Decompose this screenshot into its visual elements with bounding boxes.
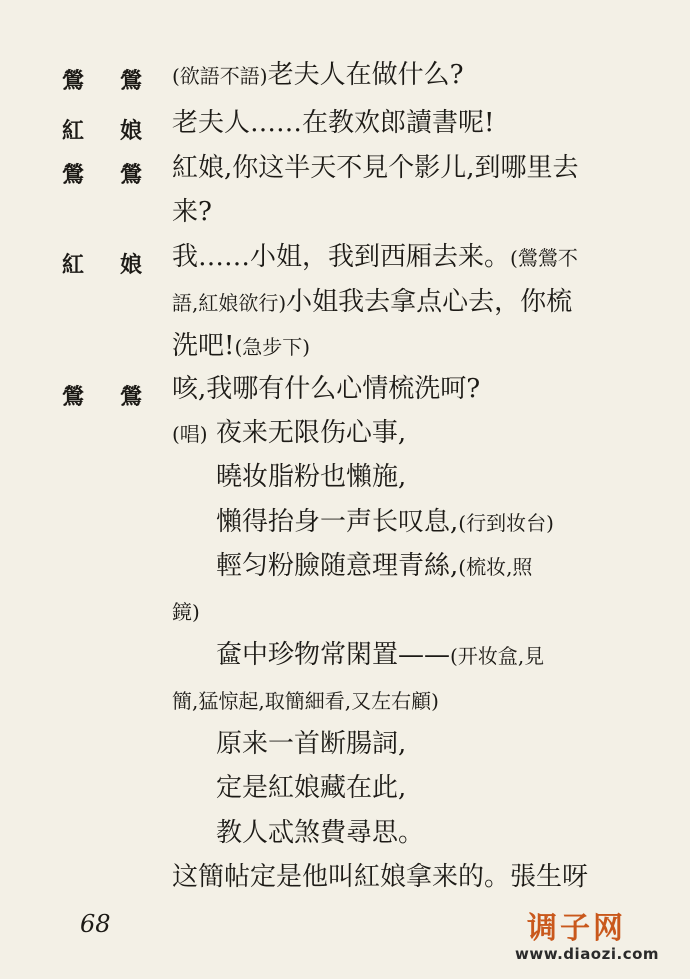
dialogue-text: 紅娘,你这半天不見个影儿,到哪里去 (172, 153, 579, 183)
dialogue-text: 我……小姐，我到西厢去来。 (172, 242, 511, 272)
dialogue-text: 这簡帖定是他叫紅娘拿来的。張生呀 (172, 862, 589, 892)
stage-direction: 語,紅娘欲行) (172, 291, 287, 315)
dialogue-text: 老夫人……在教欢郎讀書呢! (172, 108, 495, 138)
stage-direction: (急步下) (234, 335, 311, 359)
page-number: 68 (80, 910, 111, 938)
verse-line (216, 729, 406, 759)
speaker-char: 鶯 (119, 384, 142, 410)
verse-line (216, 640, 544, 671)
dialogue-line (172, 418, 406, 449)
stage-direction: (梳妆,照 (458, 555, 533, 579)
verse-text: 定是紅娘藏在此, (216, 773, 407, 803)
dialogue-line (172, 153, 579, 183)
verse-line (216, 818, 424, 848)
speaker-char: 娘 (119, 118, 142, 144)
dialogue-line (172, 374, 480, 404)
dialogue-line (172, 862, 588, 892)
dialogue-line (172, 108, 494, 138)
dialogue-line (172, 197, 212, 227)
speaker-char: 鶯 (62, 68, 85, 94)
dialogue-text: 小姐我去拿点心去，你梳 (286, 287, 573, 317)
verse-text: 輕匀粉臉随意理青絲, (216, 551, 459, 581)
dialogue-text: 咳,我哪有什么心情梳洗呵? (172, 374, 481, 404)
dialogue-text: 来? (172, 197, 212, 227)
speaker-char: 鶯 (62, 384, 85, 410)
dialogue-line (172, 60, 464, 91)
watermark-logo: 调子网 (527, 911, 626, 946)
dialogue-text: 洗吧! (172, 331, 235, 361)
direction-line (172, 596, 200, 627)
verse-line (216, 773, 406, 803)
speaker-char: 紅 (62, 118, 85, 144)
stage-direction: (鶯鶯不 (510, 246, 578, 270)
speaker-char: 鶯 (62, 162, 85, 188)
stage-direction: (唱) (172, 422, 208, 446)
verse-text: 曉妆脂粉也懶施, (216, 462, 407, 492)
stage-direction: 簡,猛惊起,取簡細看,又左右顧) (172, 689, 439, 713)
dialogue-text: 老夫人在做什么? (267, 60, 464, 90)
direction-line (172, 685, 439, 716)
verse-text: 原来一首断腸詞, (216, 729, 407, 759)
verse-text: 教人忒煞費尋思。 (216, 818, 425, 848)
verse-line (216, 551, 532, 582)
speaker-char: 娘 (119, 252, 142, 278)
stage-direction: (欲語不語) (172, 64, 268, 88)
speaker-yingying (62, 380, 142, 411)
stage-direction: 鏡) (172, 600, 200, 624)
stage-direction: (行到妆台) (458, 511, 554, 535)
stage-direction: (开妆盒,見 (450, 644, 545, 668)
speaker-char: 紅 (62, 252, 85, 278)
verse-text: 奩中珍物常閑置—— (216, 640, 451, 670)
verse-text: 夜来无限伤心事, (215, 418, 407, 448)
verse-line (216, 507, 554, 538)
speaker-yingying (62, 64, 142, 95)
dialogue-line (172, 242, 578, 273)
speaker-char: 鶯 (119, 68, 142, 94)
verse-text: 懶得抬身一声长叹息, (216, 507, 459, 537)
dialogue-line (172, 331, 310, 362)
dialogue-line (172, 287, 572, 318)
watermark-url: www.diaozi.com (515, 945, 660, 963)
verse-line (216, 462, 406, 492)
speaker-yingying (62, 158, 142, 189)
speaker-hongniang (62, 248, 142, 279)
speaker-hongniang (62, 114, 142, 145)
speaker-char: 鶯 (119, 162, 142, 188)
